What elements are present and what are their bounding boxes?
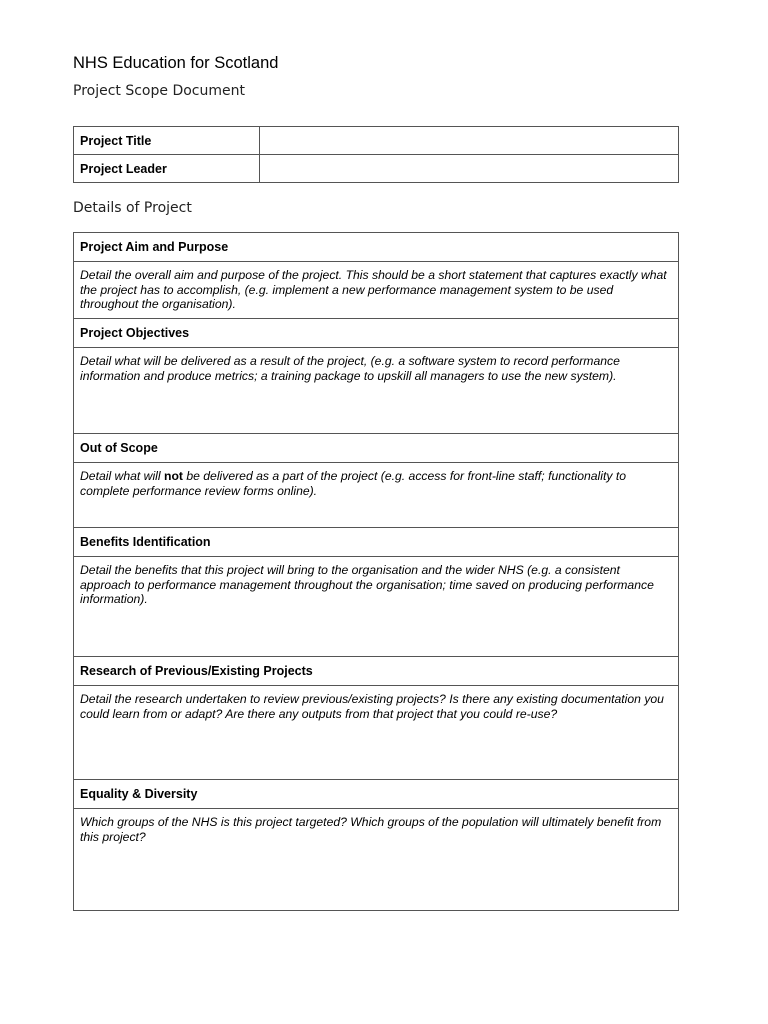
research-body-row (74, 686, 679, 780)
project-leader-row (74, 155, 679, 183)
org-title: NHS Education for Scotland (73, 54, 279, 72)
objectives-body-row (74, 348, 679, 434)
project-leader-label: Project Leader (74, 155, 260, 183)
equality-header-row (74, 780, 679, 809)
project-title-label: Project Title (74, 127, 260, 155)
out-of-scope-body-row (74, 463, 679, 528)
research-header-row (74, 657, 679, 686)
benefits-title: Benefits Identification (74, 528, 679, 557)
aim-purpose-body[interactable]: Detail the overall aim and purpose of the project. This should be a short statement that captures exactly what the project has to accomplish, (e.g. implement a new performance management system to be used throughout the organisation). (74, 262, 679, 319)
equality-diversity-title: Equality & Diversity (74, 780, 679, 809)
out-of-scope-body-suffix: be delivered as a part of the project (e.g. access for front-line staff; functionality to complete performance review forms online). (80, 469, 626, 498)
project-title-field[interactable] (260, 127, 679, 155)
objectives-body[interactable]: Detail what will be delivered as a result of the project, (e.g. a software system to record performance information and produce metrics; a training package to upskill all managers to use the new system). (74, 348, 679, 434)
project-details-table (73, 232, 679, 911)
out-of-scope-body-prefix: Detail what will (80, 469, 164, 483)
equality-diversity-body[interactable]: Which groups of the NHS is this project targeted? Which groups of the population will ultimately benefit from this project? (74, 809, 679, 911)
project-title-row (74, 127, 679, 155)
equality-body-row (74, 809, 679, 911)
aim-purpose-body-row (74, 262, 679, 319)
benefits-body-row (74, 557, 679, 657)
research-body[interactable]: Detail the research undertaken to review previous/existing projects? Is there any existing documentation you could learn from or adapt? Are there any outputs from that project that you could re-use? (74, 686, 679, 780)
research-title: Research of Previous/Existing Projects (74, 657, 679, 686)
out-of-scope-title: Out of Scope (74, 434, 679, 463)
project-meta-table (73, 126, 679, 183)
details-heading: Details of Project (73, 200, 192, 216)
out-of-scope-body-emphasis: not (164, 469, 183, 483)
benefits-body[interactable]: Detail the benefits that this project will bring to the organisation and the wider NHS (e.g. a consistent approach to performance management throughout the organisation; time saved on producing performance information). (74, 557, 679, 657)
aim-purpose-header-row (74, 233, 679, 262)
out-of-scope-body[interactable] (74, 463, 679, 528)
document-subtitle: Project Scope Document (73, 83, 245, 99)
aim-purpose-title: Project Aim and Purpose (74, 233, 679, 262)
objectives-header-row (74, 319, 679, 348)
project-leader-field[interactable] (260, 155, 679, 183)
objectives-title: Project Objectives (74, 319, 679, 348)
out-of-scope-header-row (74, 434, 679, 463)
benefits-header-row (74, 528, 679, 557)
